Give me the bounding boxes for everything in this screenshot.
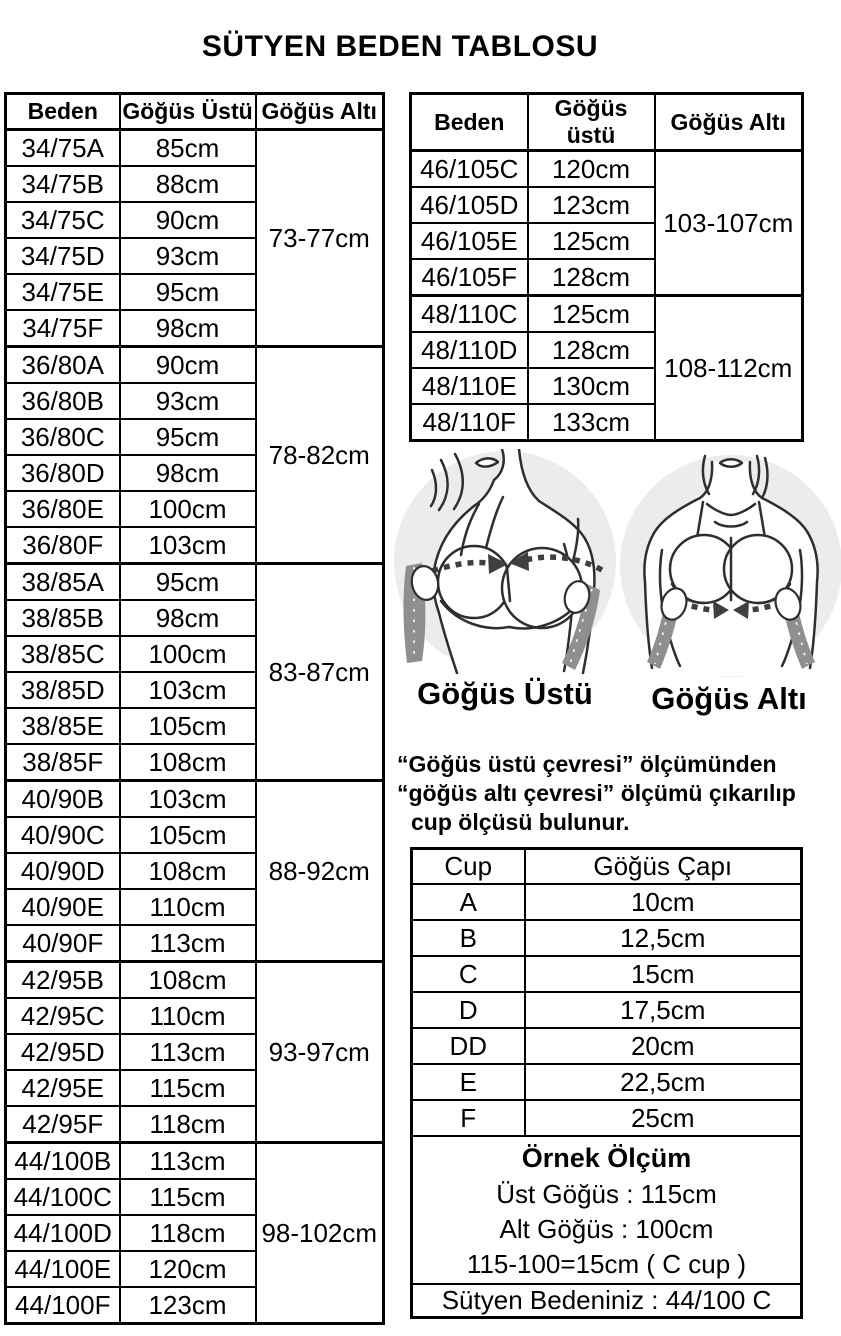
size-row xyxy=(6,1143,384,1180)
size-cell: 38/85E xyxy=(6,708,120,744)
overbust-cell: 90cm xyxy=(120,202,256,238)
cup-letter-cell: C xyxy=(412,956,525,992)
underbust-range-cell: 78-82cm xyxy=(256,347,384,564)
size-row xyxy=(6,347,384,384)
column-header-underbust: Göğüs Altı xyxy=(256,94,384,130)
overbust-cell: 115cm xyxy=(120,1179,256,1215)
overbust-cell: 123cm xyxy=(120,1287,256,1324)
column-header-overbust: Göğüs Üstü xyxy=(120,94,256,130)
cup-diameter-cell: 17,5cm xyxy=(525,992,802,1028)
column-header-diameter: Göğüs Çapı xyxy=(525,849,802,885)
cup-diameter-cell: 22,5cm xyxy=(525,1064,802,1100)
underbust-range-cell: 108-112cm xyxy=(655,296,803,441)
overbust-cell: 115cm xyxy=(120,1070,256,1106)
example-title: Örnek Ölçüm xyxy=(521,1142,692,1173)
cup-row xyxy=(412,1100,802,1136)
size-cell: 46/105C xyxy=(411,151,528,188)
overbust-cell: 103cm xyxy=(120,781,256,818)
size-cell: 38/85A xyxy=(6,564,120,601)
overbust-cell: 105cm xyxy=(120,817,256,853)
size-cell: 42/95B xyxy=(6,962,120,999)
size-cell: 40/90B xyxy=(6,781,120,818)
overbust-cell: 88cm xyxy=(120,166,256,202)
size-cell: 44/100D xyxy=(6,1215,120,1251)
overbust-cell: 113cm xyxy=(120,1143,256,1180)
overbust-cell: 118cm xyxy=(120,1215,256,1251)
size-row xyxy=(6,962,384,999)
size-cell: 40/90E xyxy=(6,889,120,925)
size-cell: 38/85F xyxy=(6,744,120,781)
cup-letter-cell: B xyxy=(412,920,525,956)
cup-diameter-cell: 15cm xyxy=(525,956,802,992)
size-cell: 38/85C xyxy=(6,636,120,672)
overbust-cell: 90cm xyxy=(120,347,256,384)
overbust-cell: 128cm xyxy=(528,259,655,296)
size-cell: 42/95E xyxy=(6,1070,120,1106)
size-cell: 36/80E xyxy=(6,491,120,527)
overbust-cell: 95cm xyxy=(120,274,256,310)
overbust-cell: 93cm xyxy=(120,383,256,419)
example-measurement-block xyxy=(412,1136,802,1284)
column-header-overbust: Göğüs üstü xyxy=(528,94,655,151)
overbust-cell: 130cm xyxy=(528,368,655,404)
overbust-cell: 133cm xyxy=(528,404,655,441)
cup-row xyxy=(412,884,802,920)
cup-letter-cell: DD xyxy=(412,1028,525,1064)
instruction-line: “Göğüs üstü çevresi” ölçümünden xyxy=(397,751,777,777)
instruction-line: cup ölçüsü bulunur. xyxy=(411,809,630,835)
size-cell: 42/95C xyxy=(6,998,120,1034)
size-cell: 48/110E xyxy=(411,368,528,404)
size-cell: 42/95F xyxy=(6,1106,120,1143)
overbust-label: Göğüs Üstü xyxy=(417,676,593,711)
size-row xyxy=(411,151,803,188)
overbust-cell: 98cm xyxy=(120,455,256,491)
overbust-cell: 113cm xyxy=(120,1034,256,1070)
column-header-beden: Beden xyxy=(411,94,528,151)
example-row xyxy=(412,1136,802,1284)
size-cell: 34/75D xyxy=(6,238,120,274)
overbust-cell: 100cm xyxy=(120,636,256,672)
underbust-range-cell: 73-77cm xyxy=(256,130,384,347)
size-cell: 36/80F xyxy=(6,527,120,564)
overbust-cell: 125cm xyxy=(528,296,655,333)
cup-diameter-cell: 25cm xyxy=(525,1100,802,1136)
size-cell: 46/105E xyxy=(411,223,528,259)
cup-row xyxy=(412,956,802,992)
overbust-cell: 98cm xyxy=(120,310,256,347)
cup-letter-cell: D xyxy=(412,992,525,1028)
overbust-figure-drawing xyxy=(391,449,619,677)
size-cell: 38/85D xyxy=(6,672,120,708)
size-cell: 34/75B xyxy=(6,166,120,202)
size-row xyxy=(6,781,384,818)
cup-letter-cell: F xyxy=(412,1100,525,1136)
cup-letter-cell: E xyxy=(412,1064,525,1100)
column-header-beden: Beden xyxy=(6,94,120,130)
size-cell: 44/100C xyxy=(6,1179,120,1215)
size-cell: 44/100F xyxy=(6,1287,120,1324)
cup-diameter-cell: 10cm xyxy=(525,884,802,920)
cup-diameter-cell: 20cm xyxy=(525,1028,802,1064)
cup-letter-cell: A xyxy=(412,884,525,920)
cup-row xyxy=(412,920,802,956)
example-line: Üst Göğüs : 115cm xyxy=(496,1178,717,1209)
overbust-cell: 110cm xyxy=(120,889,256,925)
overbust-cell: 103cm xyxy=(120,672,256,708)
cup-row xyxy=(412,1064,802,1100)
underbust-range-cell: 88-92cm xyxy=(256,781,384,962)
overbust-cell: 85cm xyxy=(120,130,256,167)
size-row xyxy=(6,130,384,167)
overbust-cell: 108cm xyxy=(120,962,256,999)
underbust-range-cell: 98-102cm xyxy=(256,1143,384,1324)
overbust-cell: 103cm xyxy=(120,527,256,564)
overbust-cell: 125cm xyxy=(528,223,655,259)
overbust-cell: 123cm xyxy=(528,187,655,223)
size-cell: 46/105F xyxy=(411,259,528,296)
underbust-range-cell: 93-97cm xyxy=(256,962,384,1143)
size-cell: 48/110F xyxy=(411,404,528,441)
cup-row xyxy=(412,992,802,1028)
size-cell: 36/80D xyxy=(6,455,120,491)
cup-row xyxy=(412,1028,802,1064)
cup-diameter-cell: 12,5cm xyxy=(525,920,802,956)
overbust-cell: 95cm xyxy=(120,564,256,601)
size-cell: 44/100B xyxy=(6,1143,120,1180)
cup-instruction-text xyxy=(397,750,829,837)
overbust-cell: 100cm xyxy=(120,491,256,527)
header-row xyxy=(412,849,802,885)
overbust-cell: 128cm xyxy=(528,332,655,368)
size-cell: 40/90C xyxy=(6,817,120,853)
example-line: Alt Göğüs : 100cm xyxy=(499,1213,714,1244)
underbust-range-cell: 83-87cm xyxy=(256,564,384,781)
size-cell: 34/75F xyxy=(6,310,120,347)
example-line: 115-100=15cm ( C cup ) xyxy=(466,1248,747,1279)
size-cell: 46/105D xyxy=(411,187,528,223)
overbust-cell: 95cm xyxy=(120,419,256,455)
size-cell: 42/95D xyxy=(6,1034,120,1070)
size-cell: 38/85B xyxy=(6,600,120,636)
size-row xyxy=(411,296,803,333)
underbust-measurement-illustration xyxy=(617,452,841,685)
underbust-label: Göğüs Altı xyxy=(651,681,807,716)
overbust-cell: 113cm xyxy=(120,925,256,962)
size-cell: 48/110D xyxy=(411,332,528,368)
underbust-range-cell: 103-107cm xyxy=(655,151,803,296)
column-header-cup: Cup xyxy=(412,849,525,885)
cup-size-table xyxy=(410,847,803,1319)
result-row xyxy=(412,1284,802,1318)
size-cell: 40/90F xyxy=(6,925,120,962)
overbust-measurement-illustration xyxy=(391,449,619,682)
size-cell: 34/75A xyxy=(6,130,120,167)
size-cell: 34/75C xyxy=(6,202,120,238)
bra-size-result: Sütyen Bedeniniz : 44/100 C xyxy=(412,1284,802,1318)
overbust-cell: 108cm xyxy=(120,744,256,781)
overbust-cell: 120cm xyxy=(528,151,655,188)
overbust-cell: 105cm xyxy=(120,708,256,744)
instruction-line: “göğüs altı çevresi” ölçümü çıkarılıp xyxy=(397,780,796,806)
header-row xyxy=(411,94,803,151)
overbust-cell: 93cm xyxy=(120,238,256,274)
size-cell: 36/80A xyxy=(6,347,120,384)
header-row xyxy=(6,94,384,130)
overbust-cell: 108cm xyxy=(120,853,256,889)
size-table-right xyxy=(409,92,804,442)
underbust-figure-drawing xyxy=(617,452,841,680)
size-table-left xyxy=(4,92,385,1325)
column-header-underbust: Göğüs Altı xyxy=(655,94,803,151)
size-row xyxy=(6,564,384,601)
page-title: SÜTYEN BEDEN TABLOSU xyxy=(201,30,599,63)
size-cell: 34/75E xyxy=(6,274,120,310)
size-cell: 44/100E xyxy=(6,1251,120,1287)
overbust-cell: 118cm xyxy=(120,1106,256,1143)
overbust-cell: 110cm xyxy=(120,998,256,1034)
size-cell: 48/110C xyxy=(411,296,528,333)
size-cell: 36/80B xyxy=(6,383,120,419)
overbust-cell: 120cm xyxy=(120,1251,256,1287)
size-cell: 40/90D xyxy=(6,853,120,889)
overbust-cell: 98cm xyxy=(120,600,256,636)
size-cell: 36/80C xyxy=(6,419,120,455)
